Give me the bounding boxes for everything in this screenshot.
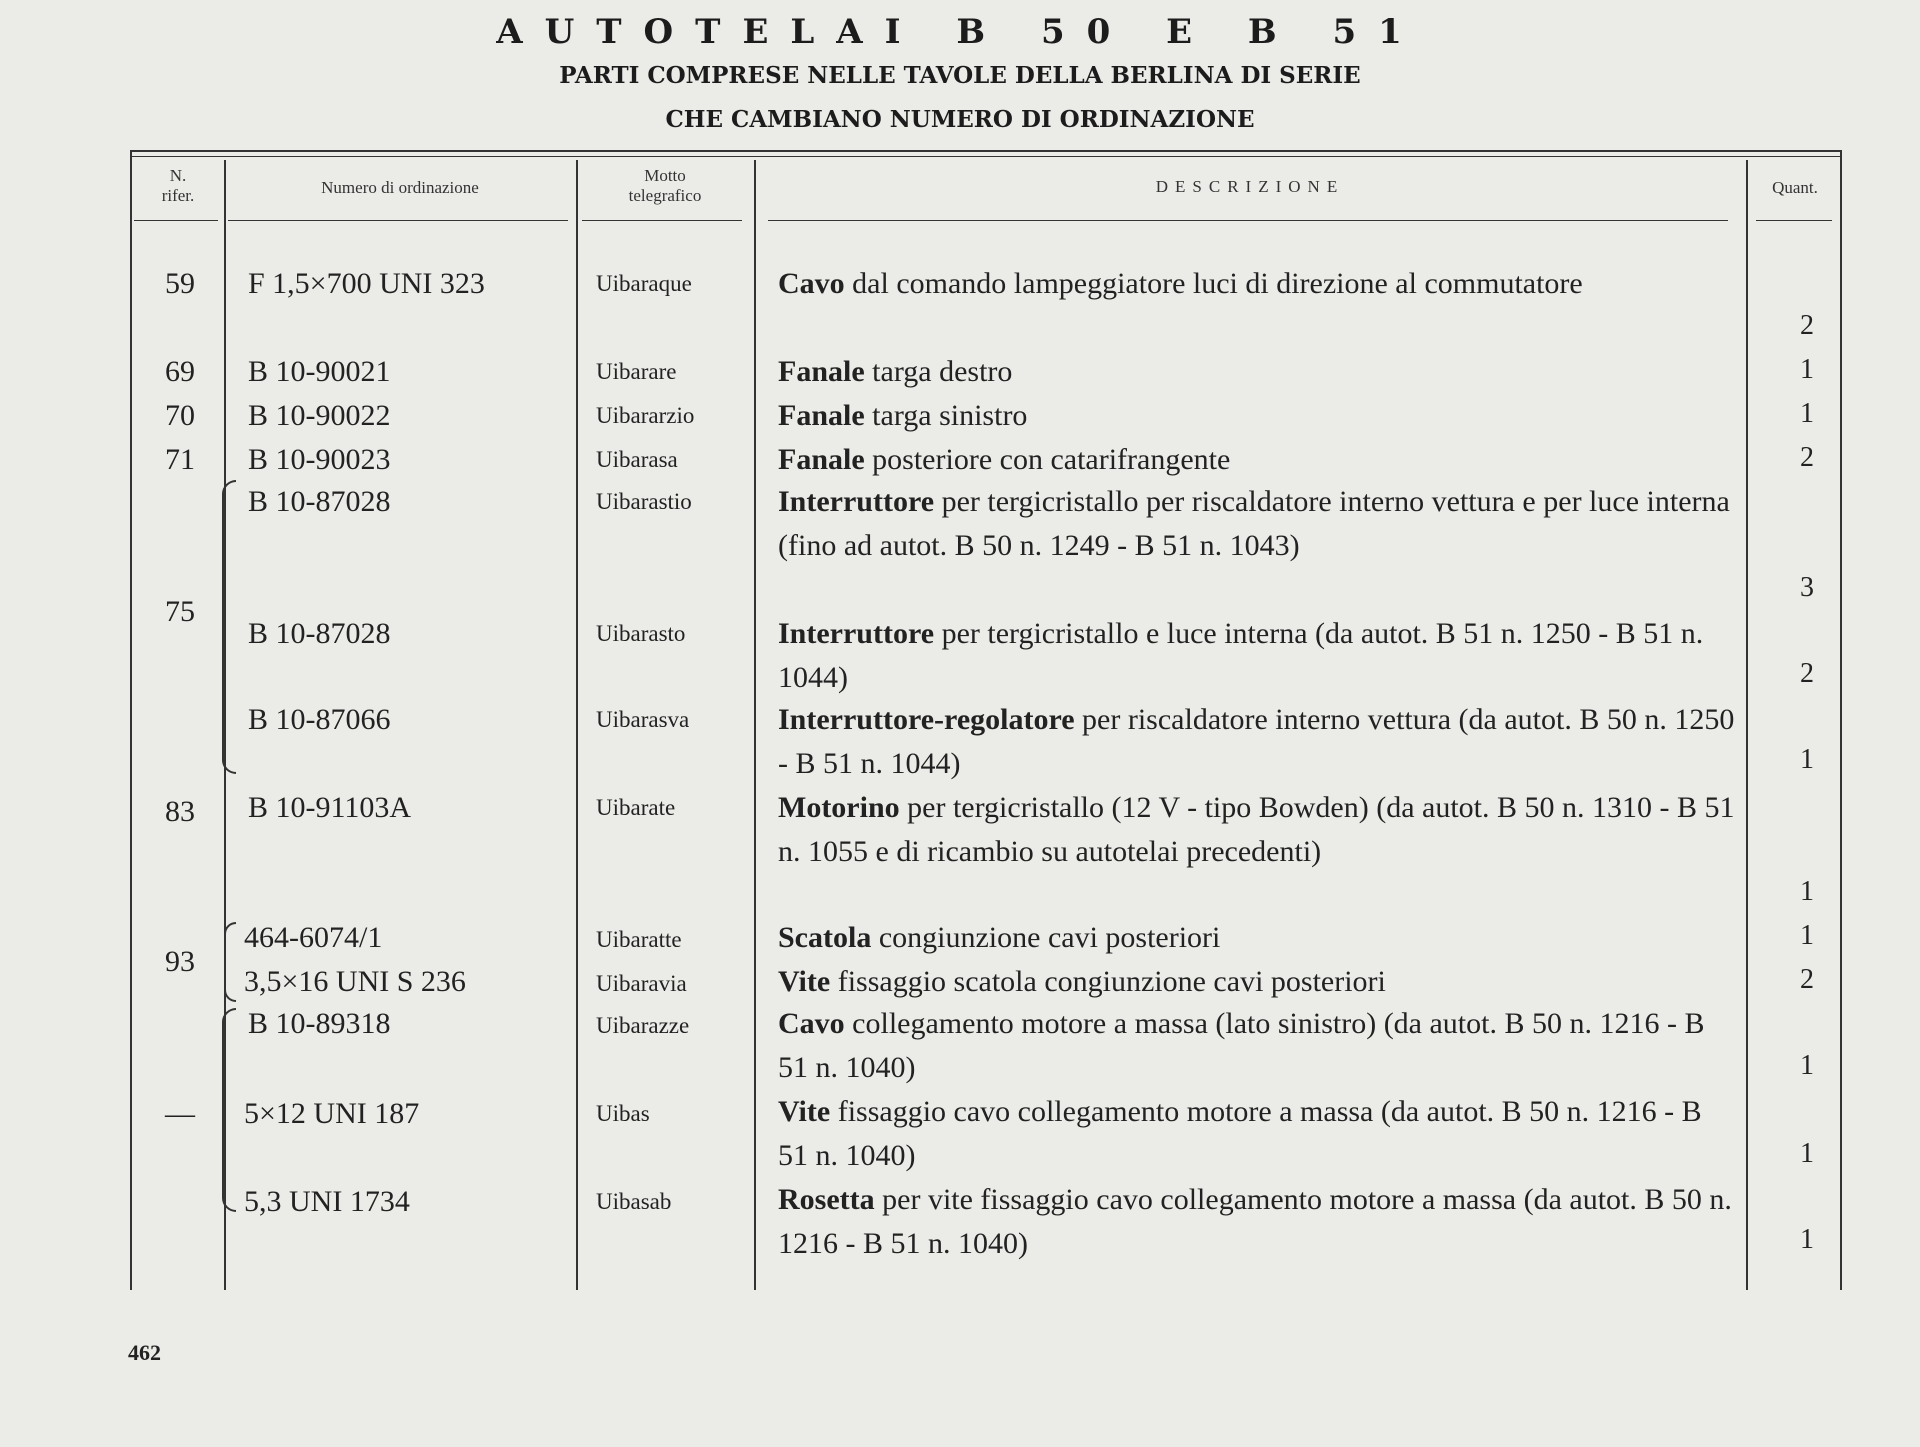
description-text: per tergicristallo per riscaldatore interno vettura e per luce interna (fino ad autot. B 50 n. 1249 - B 51 n. 1043) — [778, 485, 1730, 562]
order-number: B 10-87028 — [248, 485, 391, 518]
description — [778, 480, 1736, 568]
page-number: 462 — [128, 1340, 161, 1365]
telegraphic-motto: Uibarazze — [596, 1013, 690, 1038]
column-header-ref-line2: rifer. — [161, 186, 195, 205]
table-top-rule — [130, 150, 1842, 152]
order-number: B 10-87028 — [248, 617, 391, 650]
order-number: B 10-90021 — [248, 355, 391, 388]
telegraphic-motto: Uibarastio — [596, 489, 692, 514]
row-ref: 75 — [165, 595, 195, 628]
column-divider — [1840, 150, 1842, 1290]
description-text: per tergicristallo e luce interna (da autot. B 51 n. 1250 - B 51 n. 1044) — [778, 617, 1704, 694]
description-text: fissaggio cavo collegamento motore a massa (da autot. B 50 n. 1216 - B 51 n. 1040) — [778, 1095, 1702, 1172]
order-number: B 10-90023 — [248, 443, 391, 476]
description-keyword: Rosetta — [778, 1183, 875, 1216]
description-keyword: Interruttore — [778, 617, 935, 650]
row-ref: 59 — [165, 267, 195, 300]
telegraphic-motto: Uibaratte — [596, 927, 682, 952]
column-header-number: Numero di ordinazione — [321, 178, 479, 197]
description-text: posteriore con catarifrangente — [864, 443, 1231, 476]
description-keyword: Scatola — [778, 921, 872, 954]
column-header-qty: Quant. — [1772, 178, 1818, 197]
quantity: 1 — [1800, 1138, 1814, 1169]
telegraphic-motto: Uibasab — [596, 1189, 672, 1214]
quantity: 1 — [1800, 1050, 1814, 1081]
page-subtitle-1: PARTI COMPRESE NELLE TAVOLE DELLA BERLINA DI SERIE — [559, 62, 1361, 89]
description-text: targa sinistro — [864, 399, 1028, 432]
header-rule — [228, 220, 568, 221]
description-text: collegamento motore a massa (lato sinistro) (da autot. B 50 n. 1216 - B 51 n. 1040) — [778, 1007, 1705, 1084]
description — [778, 1002, 1736, 1090]
order-number: 5×12 UNI 187 — [244, 1097, 420, 1130]
description — [778, 960, 1736, 1004]
description — [778, 262, 1736, 350]
group-brace — [222, 480, 236, 774]
column-divider — [754, 160, 756, 1290]
description-keyword: Vite — [778, 965, 831, 998]
telegraphic-motto: Uibararzio — [596, 403, 695, 428]
description-text: per tergicristallo (12 V - tipo Bowden) (da autot. B 50 n. 1310 - B 51 n. 1055 e di ricambio su autotelai precedenti) — [778, 791, 1735, 868]
order-number: 3,5×16 UNI S 236 — [244, 965, 466, 998]
telegraphic-motto: Uibaraque — [596, 271, 692, 296]
quantity: 1 — [1800, 744, 1814, 775]
description-keyword: Fanale — [778, 399, 865, 432]
row-ref: 93 — [165, 945, 195, 978]
telegraphic-motto: Uibarate — [596, 795, 676, 820]
column-divider — [576, 160, 578, 1290]
description-keyword: Interruttore — [778, 485, 935, 518]
description-text: dal comando lampeggiatore luci di direzione al commutatore — [844, 267, 1583, 300]
quantity: 2 — [1800, 442, 1814, 473]
telegraphic-motto: Uibarare — [596, 359, 677, 384]
telegraphic-motto: Uibaravia — [596, 971, 687, 996]
description-text: targa destro — [864, 355, 1013, 388]
row-ref: 71 — [165, 443, 195, 476]
description — [778, 350, 1736, 394]
group-brace — [222, 1008, 236, 1212]
order-number: B 10-87066 — [248, 703, 391, 736]
quantity: 2 — [1800, 964, 1814, 995]
row-ref: — — [165, 1097, 195, 1130]
row-ref: 69 — [165, 355, 195, 388]
quantity: 1 — [1800, 1224, 1814, 1255]
header-rule — [768, 220, 1728, 221]
description-keyword: Cavo — [778, 1007, 845, 1040]
description-keyword: Interruttore-regolatore — [778, 703, 1075, 736]
column-header-motto-line1: Motto — [644, 166, 686, 185]
description — [778, 786, 1736, 874]
quantity: 2 — [1800, 310, 1814, 341]
quantity: 2 — [1800, 658, 1814, 689]
order-number: F 1,5×700 UNI 323 — [248, 267, 485, 300]
header-rule — [1756, 220, 1832, 221]
description — [778, 1178, 1736, 1266]
row-ref: 83 — [165, 795, 195, 828]
telegraphic-motto: Uibarasva — [596, 707, 690, 732]
description-text: per riscaldatore interno vettura (da autot. B 50 n. 1250 - B 51 n. 1044) — [778, 703, 1735, 780]
quantity: 1 — [1800, 354, 1814, 385]
description-keyword: Motorino — [778, 791, 900, 824]
description-text: congiunzione cavi posteriori — [871, 921, 1221, 954]
header-rule — [134, 220, 218, 221]
table-top-rule-2 — [130, 156, 1842, 157]
description — [778, 1090, 1736, 1178]
order-number: B 10-91103A — [248, 791, 412, 824]
page-title: AUTOTELAI B 50 E B 51 — [496, 12, 1424, 52]
description-keyword: Vite — [778, 1095, 831, 1128]
description — [778, 916, 1736, 960]
telegraphic-motto: Uibarasa — [596, 447, 678, 472]
description-keyword: Fanale — [778, 355, 865, 388]
column-header-motto — [580, 166, 750, 206]
order-number: B 10-90022 — [248, 399, 391, 432]
description — [778, 698, 1736, 786]
column-divider — [130, 150, 132, 1290]
description — [778, 438, 1736, 482]
order-number: 5,3 UNI 1734 — [244, 1185, 410, 1218]
column-header-motto-line2: telegrafico — [628, 186, 702, 205]
column-header-ref — [134, 166, 222, 206]
group-brace — [224, 922, 236, 1002]
header-rule — [582, 220, 742, 221]
order-number: B 10-89318 — [248, 1007, 391, 1040]
description-keyword: Cavo — [778, 267, 845, 300]
column-header-description: DESCRIZIONE — [1155, 177, 1345, 196]
row-ref: 70 — [165, 399, 195, 432]
description — [778, 394, 1736, 438]
quantity: 3 — [1800, 572, 1814, 603]
description-text: per vite fissaggio cavo collegamento motore a massa (da autot. B 50 n. 1216 - B 51 n. 1040) — [778, 1183, 1732, 1260]
quantity: 1 — [1800, 398, 1814, 429]
page-subtitle-2: CHE CAMBIANO NUMERO DI ORDINAZIONE — [665, 106, 1255, 133]
quantity: 1 — [1800, 920, 1814, 951]
column-divider — [1746, 160, 1748, 1290]
description — [778, 612, 1736, 700]
description-text: fissaggio scatola congiunzione cavi posteriori — [830, 965, 1386, 998]
description-keyword: Fanale — [778, 443, 865, 476]
telegraphic-motto: Uibarasto — [596, 621, 686, 646]
telegraphic-motto: Uibas — [596, 1101, 650, 1126]
column-header-ref-line1: N. — [169, 166, 187, 185]
order-number: 464-6074/1 — [244, 921, 383, 954]
quantity: 1 — [1800, 876, 1814, 907]
